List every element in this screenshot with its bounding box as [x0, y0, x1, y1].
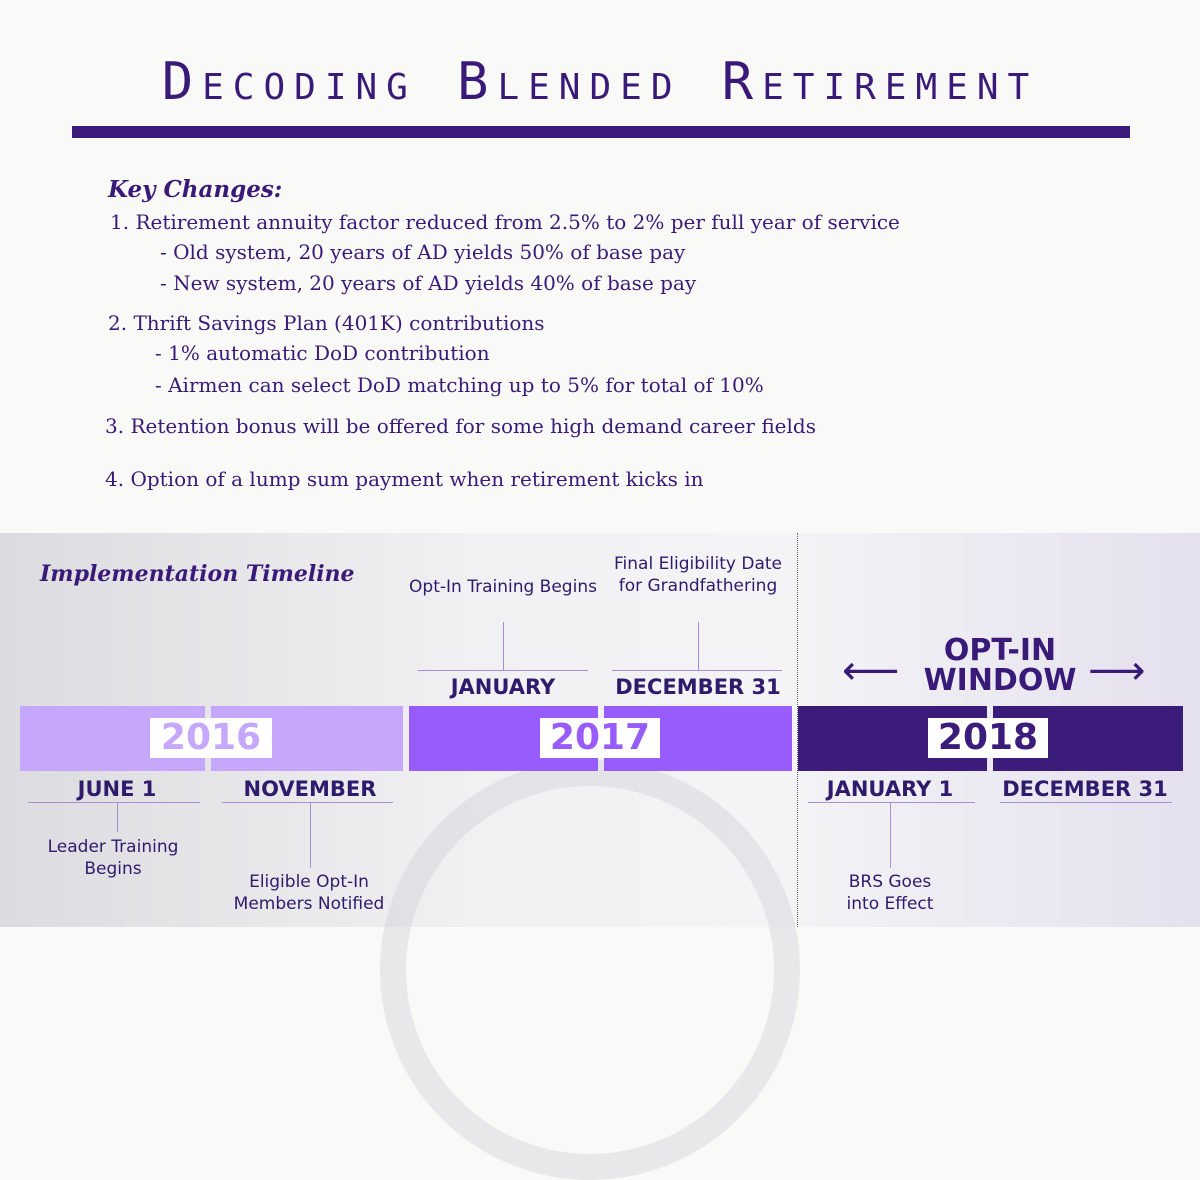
connector	[310, 802, 311, 868]
connector	[28, 802, 200, 803]
milestone-desc: Leader Training Begins	[47, 837, 179, 879]
connector	[1000, 802, 1172, 803]
year-2018: 2018	[928, 718, 1048, 758]
connector	[698, 622, 699, 670]
milestone-desc: Opt-In Training Begins	[409, 577, 597, 597]
change-1a: - Old system, 20 years of AD yields 50% of base pay	[160, 240, 686, 264]
change-2a: - 1% automatic DoD contribution	[155, 341, 490, 365]
connector	[890, 802, 891, 868]
connector	[503, 622, 504, 670]
timeline-heading: Implementation Timeline	[40, 561, 355, 587]
arrow-right-icon: ⟶	[1088, 648, 1146, 694]
milestone-desc: Final Eligibility Date for Grandfathering	[613, 554, 782, 596]
window-label: WINDOW	[923, 663, 1077, 698]
year-2017: 2017	[540, 718, 660, 758]
milestone-date: DECEMBER 31	[615, 675, 781, 699]
key-changes-heading: Key Changes:	[108, 176, 283, 203]
opt-in-window-label	[923, 633, 1077, 698]
change-1b: - New system, 20 years of AD yields 40% of base pay	[160, 271, 697, 295]
milestone-desc: Eligible Opt-In Members Notified	[233, 872, 385, 914]
connector	[222, 802, 393, 803]
connector	[808, 802, 975, 803]
arrow-left-icon: ⟵	[842, 648, 900, 694]
milestone-date: NOVEMBER	[243, 777, 377, 801]
change-2: 2. Thrift Savings Plan (401K) contributions	[108, 311, 545, 335]
milestone-date: JUNE 1	[77, 777, 157, 801]
change-1: 1. Retirement annuity factor reduced from 2.5% to 2% per full year of service	[110, 210, 900, 234]
page-title: Decoding Blended Retirement	[161, 52, 1039, 112]
change-2b: - Airmen can select DoD matching up to 5% for total of 10%	[155, 373, 764, 397]
milestone-date: JANUARY 1	[826, 777, 954, 801]
connector	[418, 670, 588, 671]
title-underline	[72, 126, 1130, 138]
milestone-desc: BRS Goes into Effect	[846, 872, 934, 914]
opt-in-label: OPT-IN	[943, 633, 1057, 668]
change-4: 4. Option of a lump sum payment when retirement kicks in	[105, 467, 704, 491]
change-3: 3. Retention bonus will be offered for some high demand career fields	[105, 414, 816, 438]
year-2016: 2016	[150, 718, 272, 758]
dod-seal-watermark	[380, 760, 800, 1180]
connector	[612, 670, 782, 671]
connector	[117, 802, 118, 832]
milestone-date: JANUARY	[450, 675, 556, 699]
milestone-date: DECEMBER 31	[1002, 777, 1168, 801]
